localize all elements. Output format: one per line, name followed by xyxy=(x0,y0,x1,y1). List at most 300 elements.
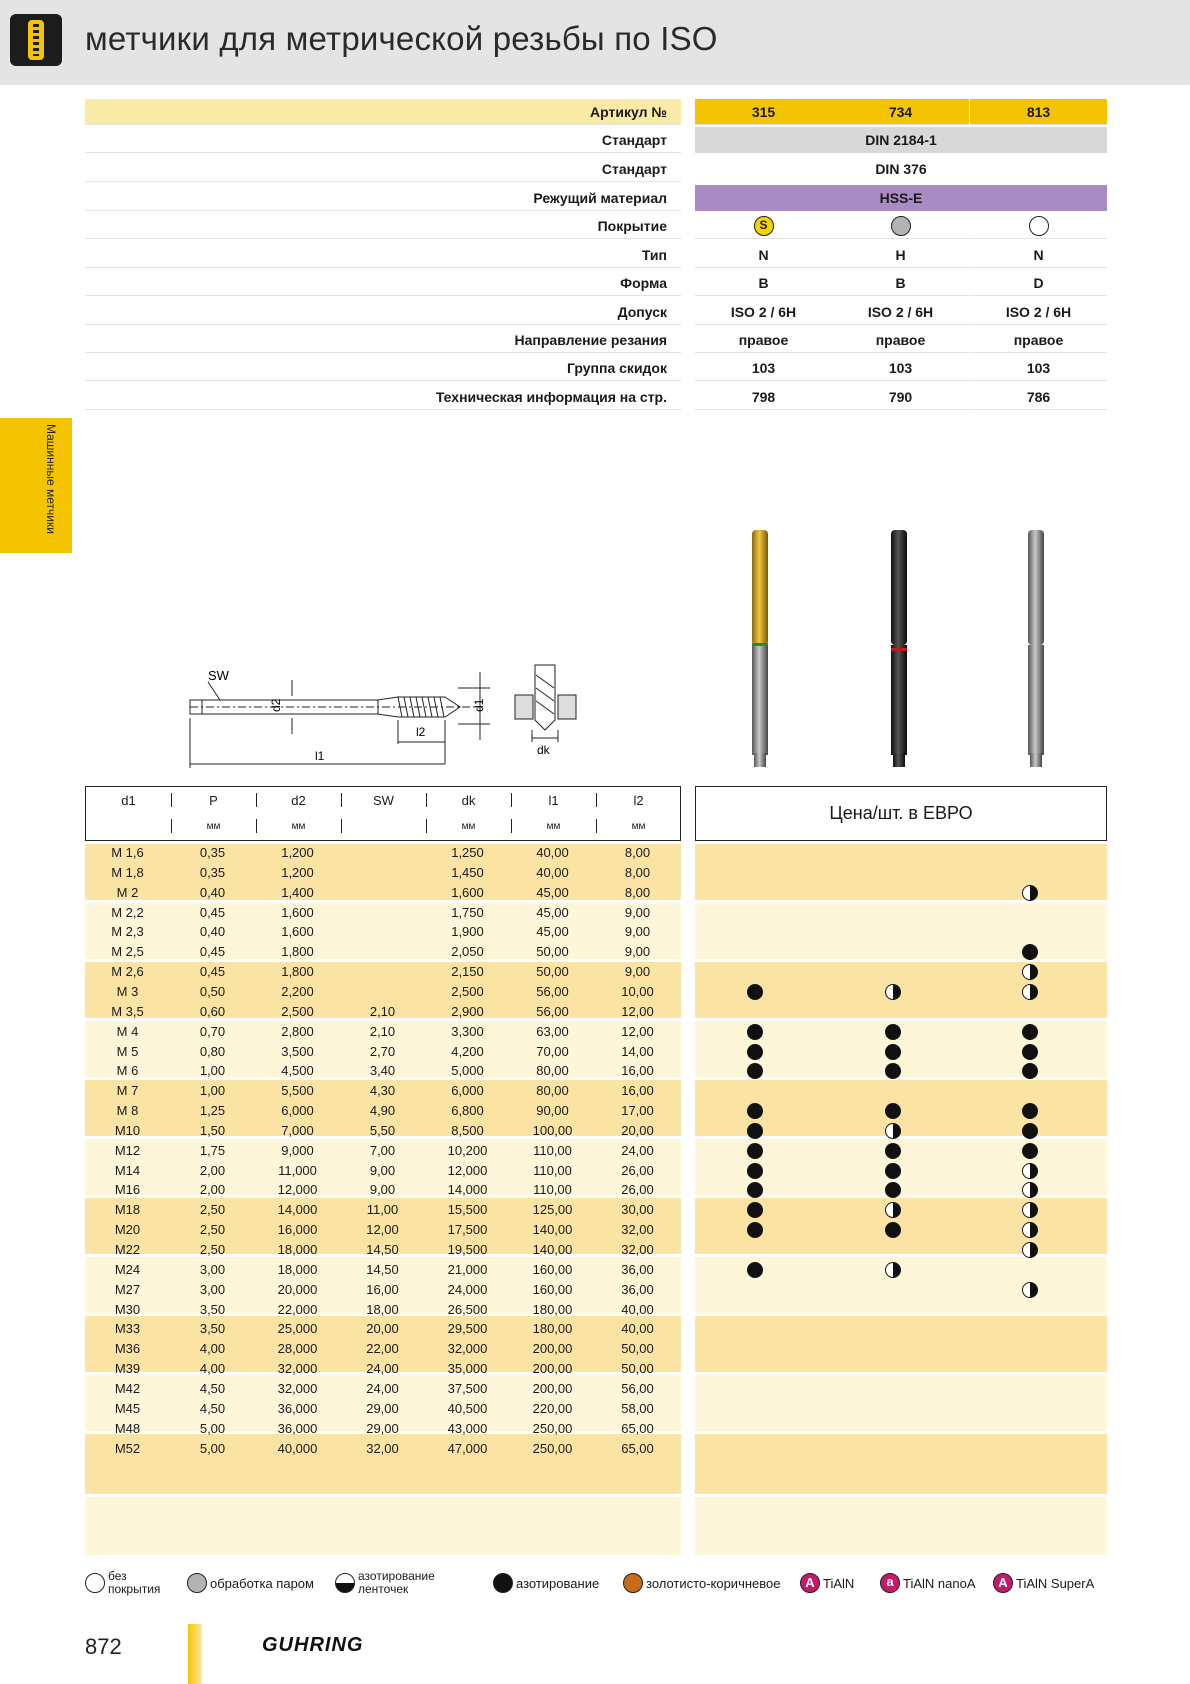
spec-label: Тип xyxy=(85,242,681,268)
cell-dk: 10,200 xyxy=(447,1142,488,1158)
spec-row-tolerance xyxy=(85,299,1107,327)
cell-d2: 6,000 xyxy=(281,1103,314,1119)
cell-l2: 40,00 xyxy=(621,1301,654,1317)
cell-p: 0,45 xyxy=(199,944,226,960)
cell-l1: 140,00 xyxy=(532,1222,573,1238)
cell-l1: 250,00 xyxy=(532,1420,573,1436)
cell-l2: 8,00 xyxy=(624,884,651,900)
cell-d2: 22,000 xyxy=(277,1301,318,1317)
cell-dk: 2,050 xyxy=(451,944,484,960)
cell-d2: 1,200 xyxy=(281,864,314,880)
cell-d1: M39 xyxy=(114,1361,141,1377)
available-icon[interactable] xyxy=(885,1182,901,1198)
spec-value: правое xyxy=(970,327,1107,353)
sw-label: SW xyxy=(208,668,229,683)
cell-p: 0,80 xyxy=(199,1043,226,1059)
cell-p: 0,35 xyxy=(199,845,226,860)
spec-row-standard1 xyxy=(85,127,1107,155)
table-row[interactable] xyxy=(85,1339,681,1359)
cell-l2: 8,00 xyxy=(624,845,651,860)
cell-l1: 200,00 xyxy=(532,1380,573,1396)
cell-dk: 1,450 xyxy=(451,864,484,880)
section-tab[interactable] xyxy=(0,418,72,553)
cell-d2: 1,800 xyxy=(281,944,314,960)
steam-oxide-icon xyxy=(891,216,911,236)
spec-label: Допуск xyxy=(85,299,681,325)
table-row[interactable] xyxy=(85,1002,681,1022)
col-sw: SW xyxy=(373,793,394,808)
available-short-term-icon[interactable] xyxy=(1022,885,1038,901)
cell-d1: M42 xyxy=(114,1380,141,1396)
available-icon[interactable] xyxy=(747,1182,763,1198)
cell-dk: 47,000 xyxy=(447,1440,488,1456)
table-row[interactable] xyxy=(85,1220,681,1240)
spec-row-material xyxy=(85,185,1107,213)
spec-label: Техническая информация на стр. xyxy=(85,384,681,410)
cell-p: 4,50 xyxy=(199,1400,226,1416)
spec-row-coating xyxy=(85,213,1107,241)
spec-value: правое xyxy=(695,327,832,353)
cell-sw: 12,00 xyxy=(366,1222,399,1238)
cell-d1: M24 xyxy=(114,1261,141,1277)
cell-dk: 26,500 xyxy=(447,1301,488,1317)
dk-label: dk xyxy=(537,743,550,757)
cell-d1: M 3,5 xyxy=(111,1003,144,1019)
spec-value: H xyxy=(832,242,969,268)
cell-l1: 160,00 xyxy=(532,1281,573,1297)
cell-l2: 56,00 xyxy=(621,1380,654,1396)
cell-l1: 56,00 xyxy=(536,1003,569,1019)
spec-label: Группа скидок xyxy=(85,355,681,381)
cell-sw: 24,00 xyxy=(366,1380,399,1396)
cell-sw: 18,00 xyxy=(366,1301,399,1317)
cell-p: 2,50 xyxy=(199,1222,226,1238)
cell-l2: 16,00 xyxy=(621,1083,654,1099)
gold-brown-icon xyxy=(623,1573,643,1593)
tap-logo-icon xyxy=(10,14,62,66)
cell-p: 3,50 xyxy=(199,1321,226,1337)
tap-dimension-drawing xyxy=(180,660,620,770)
cell-d2: 2,500 xyxy=(281,1003,314,1019)
table-row[interactable] xyxy=(85,922,681,942)
available-icon[interactable] xyxy=(747,1024,763,1040)
table-row[interactable] xyxy=(85,982,681,1002)
table-row[interactable] xyxy=(85,843,681,863)
table-row[interactable] xyxy=(85,883,681,903)
available-short-term-icon[interactable] xyxy=(885,1262,901,1278)
spec-row-form xyxy=(85,270,1107,298)
available-icon[interactable] xyxy=(885,1143,901,1159)
cell-d1: M 2,6 xyxy=(111,964,144,980)
available-short-term-icon[interactable] xyxy=(885,1123,901,1139)
table-row[interactable] xyxy=(85,1439,681,1459)
cell-l1: 40,00 xyxy=(536,864,569,880)
table-row[interactable] xyxy=(85,1042,681,1062)
cell-l1: 220,00 xyxy=(532,1400,573,1416)
table-row[interactable] xyxy=(85,1300,681,1320)
land-nitrided-icon xyxy=(335,1573,355,1593)
cell-l2: 20,00 xyxy=(621,1122,654,1138)
cell-d1: M 8 xyxy=(116,1103,139,1119)
cell-d1: M10 xyxy=(114,1122,141,1138)
cell-l1: 56,00 xyxy=(536,983,569,999)
cell-l1: 45,00 xyxy=(536,924,569,940)
steam-coating-icon: S xyxy=(754,216,774,236)
spec-value: 103 xyxy=(832,355,969,381)
cell-sw: 2,10 xyxy=(369,1023,396,1039)
cell-p: 0,70 xyxy=(199,1023,226,1039)
cell-l1: 160,00 xyxy=(532,1261,573,1277)
available-icon[interactable] xyxy=(885,1163,901,1179)
cell-d1: M 2 xyxy=(116,884,139,900)
cell-l2: 9,00 xyxy=(624,924,651,940)
cell-dk: 29,500 xyxy=(447,1321,488,1337)
cell-l1: 45,00 xyxy=(536,904,569,920)
cell-p: 1,50 xyxy=(199,1122,226,1138)
cell-dk: 5,000 xyxy=(451,1063,484,1079)
available-icon[interactable] xyxy=(1022,1024,1038,1040)
article-813[interactable]: 813 xyxy=(970,99,1107,125)
cell-d1: M27 xyxy=(114,1281,141,1297)
cell-l1: 200,00 xyxy=(532,1361,573,1377)
cell-l1: 80,00 xyxy=(536,1063,569,1079)
cell-dk: 35,000 xyxy=(447,1361,488,1377)
price-header: Цена/шт. в ЕВРО xyxy=(695,786,1107,841)
cell-l2: 26,00 xyxy=(621,1162,654,1178)
spec-row-standard2 xyxy=(85,156,1107,184)
cell-l2: 10,00 xyxy=(621,983,654,999)
cell-dk: 43,000 xyxy=(447,1420,488,1436)
uncoated-icon xyxy=(85,1573,105,1593)
cell-dk: 24,000 xyxy=(447,1281,488,1297)
cell-p: 0,50 xyxy=(199,983,226,999)
techinfo-link[interactable]: 786 xyxy=(970,384,1107,410)
spec-value: B xyxy=(695,270,832,296)
table-row[interactable] xyxy=(85,1280,681,1300)
table-row[interactable] xyxy=(85,863,681,883)
cell-l1: 180,00 xyxy=(532,1301,573,1317)
footer-accent xyxy=(188,1624,202,1684)
cell-dk: 12,000 xyxy=(447,1162,488,1178)
cell-d1: M20 xyxy=(114,1222,141,1238)
spec-value: B xyxy=(832,270,969,296)
cell-d1: M12 xyxy=(114,1142,141,1158)
cell-p: 3,50 xyxy=(199,1301,226,1317)
cell-d2: 25,000 xyxy=(277,1321,318,1337)
cell-d2: 2,800 xyxy=(281,1023,314,1039)
available-icon[interactable] xyxy=(747,984,763,1000)
cell-sw: 22,00 xyxy=(366,1341,399,1357)
cell-d2: 32,000 xyxy=(277,1380,318,1396)
spec-label: Форма xyxy=(85,270,681,296)
available-icon[interactable] xyxy=(747,1143,763,1159)
spec-row-discount xyxy=(85,355,1107,383)
cell-sw: 5,50 xyxy=(369,1122,396,1138)
cell-l2: 16,00 xyxy=(621,1063,654,1079)
cell-d2: 1,600 xyxy=(281,924,314,940)
spec-value: N xyxy=(695,242,832,268)
available-icon[interactable] xyxy=(747,1103,763,1119)
spec-value: 103 xyxy=(970,355,1107,381)
cell-dk: 8,500 xyxy=(451,1122,484,1138)
cell-dk: 1,250 xyxy=(451,845,484,860)
available-short-term-icon[interactable] xyxy=(1022,1163,1038,1179)
spec-label: Покрытие xyxy=(85,213,681,239)
table-row[interactable] xyxy=(85,1101,681,1121)
table-row[interactable] xyxy=(85,1161,681,1181)
steam-treated-icon xyxy=(187,1573,207,1593)
cell-l2: 24,00 xyxy=(621,1142,654,1158)
cell-d1: M 2,5 xyxy=(111,944,144,960)
table-row[interactable] xyxy=(85,1081,681,1101)
cell-sw: 4,90 xyxy=(369,1103,396,1119)
table-row[interactable] xyxy=(85,1319,681,1339)
cell-sw: 29,00 xyxy=(366,1400,399,1416)
table-row[interactable] xyxy=(85,1260,681,1280)
available-icon[interactable] xyxy=(1022,1123,1038,1139)
available-icon[interactable] xyxy=(885,1024,901,1040)
cell-d2: 1,800 xyxy=(281,964,314,980)
cell-l1: 50,00 xyxy=(536,964,569,980)
cell-dk: 1,750 xyxy=(451,904,484,920)
cell-l1: 100,00 xyxy=(532,1122,573,1138)
cell-sw: 24,00 xyxy=(366,1361,399,1377)
cell-sw: 14,50 xyxy=(366,1242,399,1257)
cell-l2: 32,00 xyxy=(621,1242,654,1257)
cell-l1: 40,00 xyxy=(536,845,569,860)
tap-photo-315 xyxy=(752,530,768,767)
cell-d2: 16,000 xyxy=(277,1222,318,1238)
cell-l1: 110,00 xyxy=(533,1182,572,1198)
cell-d2: 20,000 xyxy=(277,1281,318,1297)
cell-sw: 4,30 xyxy=(369,1083,396,1099)
cell-d1: M 6 xyxy=(116,1063,139,1079)
uncoated-icon xyxy=(1029,216,1049,236)
cell-p: 2,50 xyxy=(199,1242,226,1257)
available-icon[interactable] xyxy=(1022,1044,1038,1060)
available-icon[interactable] xyxy=(747,1262,763,1278)
table-row[interactable] xyxy=(85,1200,681,1220)
tap-photo-734 xyxy=(891,530,907,767)
cell-d2: 1,200 xyxy=(281,845,314,860)
cell-d1: M 2,2 xyxy=(111,904,144,920)
available-short-term-icon[interactable] xyxy=(1022,984,1038,1000)
table-row[interactable] xyxy=(85,1022,681,1042)
table-row[interactable] xyxy=(85,1379,681,1399)
l2-label: l2 xyxy=(416,725,426,739)
cell-dk: 14,000 xyxy=(447,1182,488,1198)
cell-l2: 65,00 xyxy=(621,1440,654,1456)
cell-p: 0,40 xyxy=(199,924,226,940)
cell-d2: 12,000 xyxy=(277,1182,318,1198)
cell-d1: M 1,8 xyxy=(111,864,144,880)
techinfo-link[interactable]: 790 xyxy=(832,384,969,410)
cell-p: 0,40 xyxy=(199,884,226,900)
cell-p: 1,25 xyxy=(199,1103,226,1119)
cell-l2: 40,00 xyxy=(621,1321,654,1337)
cell-l2: 12,00 xyxy=(621,1003,654,1019)
cell-d2: 4,500 xyxy=(281,1063,314,1079)
table-row[interactable] xyxy=(85,903,681,923)
cell-sw: 2,70 xyxy=(369,1043,396,1059)
cell-l2: 14,00 xyxy=(621,1043,654,1059)
spec-value: D xyxy=(970,270,1107,296)
l1-label: l1 xyxy=(315,749,325,763)
table-row[interactable] xyxy=(85,1061,681,1081)
available-short-term-icon[interactable] xyxy=(1022,1242,1038,1258)
cell-d1: M 7 xyxy=(116,1083,139,1099)
d1-label: d1 xyxy=(472,698,486,712)
table-row[interactable] xyxy=(85,942,681,962)
cell-d1: M18 xyxy=(114,1202,141,1218)
available-icon[interactable] xyxy=(885,1044,901,1060)
cell-d1: M22 xyxy=(114,1242,141,1257)
cell-d1: M 5 xyxy=(116,1043,139,1059)
spec-label: Артикул № xyxy=(85,99,681,125)
table-row[interactable] xyxy=(85,1121,681,1141)
cell-d1: M 4 xyxy=(116,1023,139,1039)
cell-dk: 19,500 xyxy=(447,1242,488,1257)
spec-row-article xyxy=(85,99,1107,127)
table-row[interactable] xyxy=(85,1240,681,1260)
spec-value: правое xyxy=(832,327,969,353)
cell-dk: 1,900 xyxy=(451,924,484,940)
cell-dk: 37,500 xyxy=(447,1380,488,1396)
cell-p: 2,50 xyxy=(199,1202,226,1218)
cell-dk: 40,500 xyxy=(447,1400,488,1416)
cell-l2: 17,00 xyxy=(621,1103,654,1119)
cell-d2: 3,500 xyxy=(281,1043,314,1059)
cell-l1: 45,00 xyxy=(536,884,569,900)
table-row[interactable] xyxy=(85,1419,681,1439)
coating-cell xyxy=(695,213,832,239)
cell-d2: 36,000 xyxy=(277,1420,318,1436)
cell-d1: M45 xyxy=(114,1400,141,1416)
available-short-term-icon[interactable] xyxy=(1022,1282,1038,1298)
cell-l1: 110,00 xyxy=(533,1162,572,1178)
spec-value: DIN 2184-1 xyxy=(695,127,1107,153)
cell-l1: 180,00 xyxy=(532,1321,573,1337)
available-icon[interactable] xyxy=(1022,1143,1038,1159)
table-row[interactable] xyxy=(85,1399,681,1419)
col-p: P мм xyxy=(206,793,221,832)
cell-dk: 21,000 xyxy=(447,1261,488,1277)
available-short-term-icon[interactable] xyxy=(1022,1182,1038,1198)
cell-d1: M30 xyxy=(114,1301,141,1317)
cell-p: 3,00 xyxy=(199,1281,226,1297)
spec-value: ISO 2 / 6H xyxy=(832,299,969,325)
article-315[interactable]: 315 xyxy=(695,99,832,125)
page-number: 872 xyxy=(85,1634,122,1659)
available-icon[interactable] xyxy=(747,1123,763,1139)
cell-p: 0,45 xyxy=(199,904,226,920)
table-row[interactable] xyxy=(85,1180,681,1200)
available-icon[interactable] xyxy=(747,1163,763,1179)
cell-d2: 9,000 xyxy=(281,1142,314,1158)
cell-l1: 63,00 xyxy=(536,1023,569,1039)
spec-value: HSS-E xyxy=(695,185,1107,211)
available-icon[interactable] xyxy=(747,1044,763,1060)
cell-sw: 2,10 xyxy=(369,1003,396,1019)
cell-dk: 3,300 xyxy=(451,1023,484,1039)
spec-row-techinfo xyxy=(85,384,1107,412)
cell-sw: 14,50 xyxy=(366,1261,399,1277)
cell-d2: 11,000 xyxy=(278,1162,317,1178)
article-734[interactable]: 734 xyxy=(832,99,969,125)
cell-l2: 9,00 xyxy=(624,964,651,980)
cell-l2: 8,00 xyxy=(624,864,651,880)
cell-d2: 40,000 xyxy=(277,1440,318,1456)
cell-sw: 16,00 xyxy=(366,1281,399,1297)
cell-l1: 90,00 xyxy=(536,1103,569,1119)
cell-sw: 11,00 xyxy=(366,1202,399,1218)
spec-label: Направление резания xyxy=(85,327,681,353)
cell-d2: 36,000 xyxy=(277,1400,318,1416)
table-row[interactable] xyxy=(85,1141,681,1161)
spec-value: N xyxy=(970,242,1107,268)
cell-l2: 12,00 xyxy=(621,1023,654,1039)
cell-l1: 200,00 xyxy=(532,1341,573,1357)
cell-p: 2,00 xyxy=(199,1182,226,1198)
spec-row-type xyxy=(85,242,1107,270)
cell-l1: 125,00 xyxy=(532,1202,573,1218)
table-row[interactable] xyxy=(85,962,681,982)
cell-d1: M14 xyxy=(114,1162,141,1178)
cell-l1: 250,00 xyxy=(532,1440,573,1456)
cell-d1: M52 xyxy=(114,1440,141,1456)
col-dk: dk мм xyxy=(461,793,476,832)
cell-d1: M36 xyxy=(114,1341,141,1357)
cell-d2: 18,000 xyxy=(277,1261,318,1277)
col-l1: l1 мм xyxy=(546,793,561,832)
cell-sw: 9,00 xyxy=(369,1162,396,1178)
cell-sw: 32,00 xyxy=(366,1440,399,1456)
section-tab-label: Машинные метчики xyxy=(44,424,58,534)
cell-p: 5,00 xyxy=(199,1440,226,1456)
available-short-term-icon[interactable] xyxy=(1022,964,1038,980)
cell-d1: M 3 xyxy=(116,983,139,999)
cell-d2: 1,400 xyxy=(281,884,314,900)
brand-logo: GUHRING xyxy=(262,1634,364,1656)
tap-photo-813 xyxy=(1028,530,1044,767)
spec-value: ISO 2 / 6H xyxy=(695,299,832,325)
cell-dk: 32,000 xyxy=(447,1341,488,1357)
techinfo-link[interactable]: 798 xyxy=(695,384,832,410)
table-row[interactable] xyxy=(85,1359,681,1379)
cell-p: 5,00 xyxy=(199,1420,226,1436)
cell-sw: 9,00 xyxy=(369,1182,396,1198)
coating-legend: без покрытия обработка паром азотирование ленточек азотирование золотисто-коричневое A TiAlN a TiAlN nanoA A TiAlN SuperA xyxy=(85,1570,1107,1596)
cell-l2: 9,00 xyxy=(624,944,651,960)
available-short-term-icon[interactable] xyxy=(885,984,901,1000)
nitrided-icon xyxy=(493,1573,513,1593)
cell-l1: 70,00 xyxy=(536,1043,569,1059)
page-header xyxy=(0,0,1190,85)
cell-p: 0,45 xyxy=(199,964,226,980)
cell-l2: 65,00 xyxy=(621,1420,654,1436)
cell-l2: 50,00 xyxy=(621,1361,654,1377)
cell-p: 4,50 xyxy=(199,1380,226,1396)
cell-d2: 14,000 xyxy=(277,1202,318,1218)
product-photos xyxy=(730,525,1070,775)
col-d1: d1 xyxy=(121,793,136,808)
cell-dk: 6,800 xyxy=(451,1103,484,1119)
cell-d2: 1,600 xyxy=(281,904,314,920)
cell-d1: M 1,6 xyxy=(111,845,144,860)
available-icon[interactable] xyxy=(1022,1103,1038,1119)
cell-d1: M16 xyxy=(114,1182,141,1198)
available-icon[interactable] xyxy=(885,1103,901,1119)
